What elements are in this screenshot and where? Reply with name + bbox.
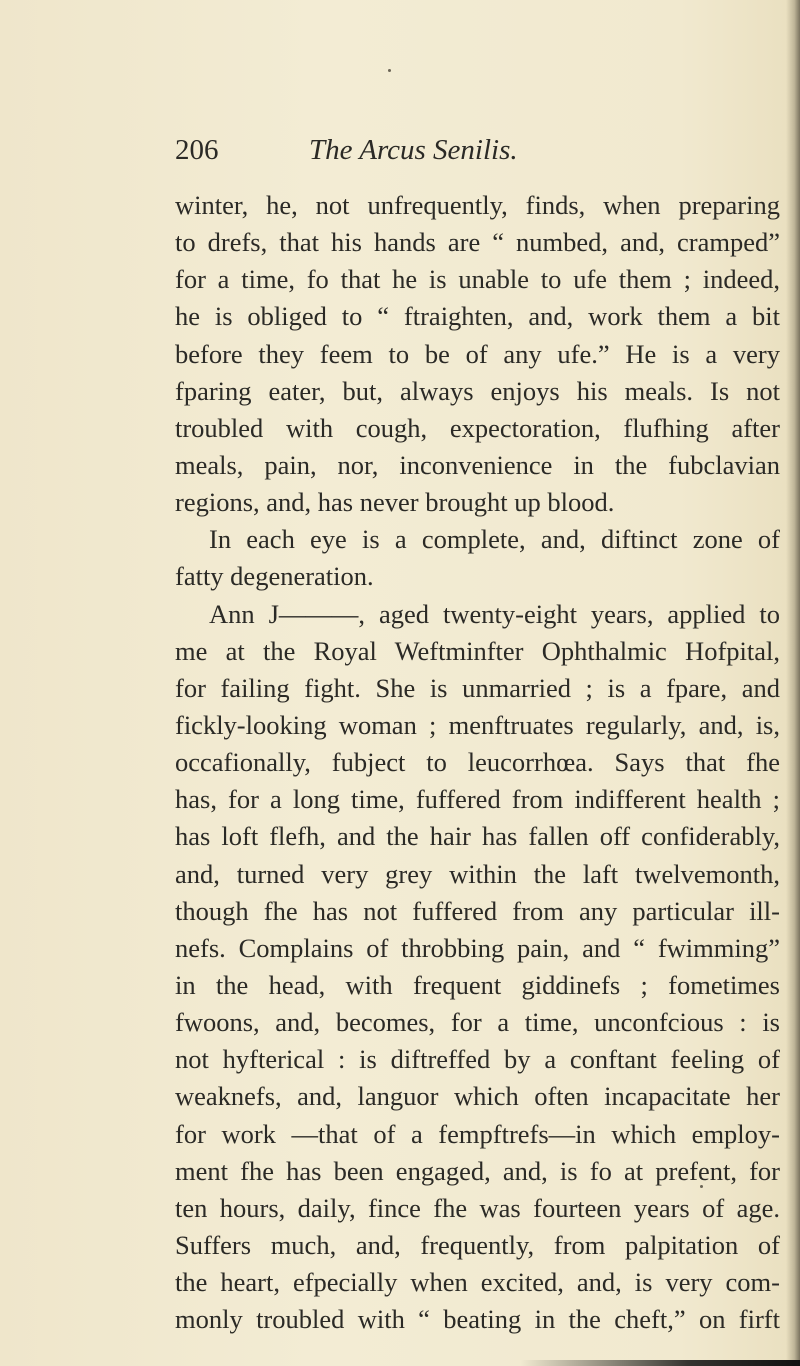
- text-line: monly troubled with “ beating in the cheft,” on firft: [175, 1304, 780, 1335]
- text-line: not hyfterical : is diftreffed by a conftant feeling of: [175, 1044, 780, 1075]
- text-line: meals, pain, nor, inconvenience in the fubclavian: [175, 449, 780, 480]
- text-line: for a time, fo that he is unable to ufe them ; indeed,: [175, 264, 780, 295]
- text-line: fwoons, and, becomes, for a time, unconfcious : is: [175, 1007, 780, 1038]
- text-line: ten hours, daily, fince fhe was fourteen years of age.: [175, 1192, 780, 1223]
- text-line: fparing eater, but, always enjoys his meals. Is not: [175, 375, 780, 406]
- page-edge-shadow: [786, 0, 800, 1366]
- page-number: 206: [175, 134, 219, 166]
- text-line: though fhe has not fuffered from any particular ill-: [175, 895, 780, 926]
- text-line: winter, he, not unfrequently, finds, when preparing: [175, 190, 780, 220]
- text-line: weaknefs, and, languor which often incapacitate her: [175, 1081, 780, 1112]
- running-title: The Arcus Senilis.: [309, 134, 518, 166]
- text-line: troubled with cough, expectoration, flufhing after: [175, 412, 780, 443]
- text-line: has loft flefh, and the hair has fallen off confiderably,: [175, 821, 780, 852]
- text-line: the heart, efpecially when excited, and, is very com-: [175, 1267, 780, 1298]
- page-header: [175, 133, 675, 167]
- text-body: [175, 187, 780, 1338]
- text-line: occafionally, fubject to leucorrhœa. Says that fhe: [175, 747, 780, 778]
- text-line: me at the Royal Weftminfter Ophthalmic Hofpital,: [175, 635, 780, 666]
- page-bottom-shadow: [520, 1360, 800, 1366]
- text-line: nefs. Complains of throbbing pain, and “ fwimming”: [175, 932, 780, 963]
- text-line: ment fhe has been engaged, and, is fo at prefent, for: [175, 1155, 780, 1186]
- page-speck: [388, 69, 391, 72]
- text-line: for work —that of a fempftrefs—in which employ-: [175, 1118, 780, 1149]
- text-line: regions, and, has never brought up blood.: [175, 487, 615, 518]
- text-line: In each eye is a complete, and, diftinct zone of: [209, 524, 780, 555]
- text-line: has, for a long time, fuffered from indifferent health ;: [175, 784, 780, 815]
- text-line: before they feem to be of any ufe.” He is a very: [175, 338, 780, 369]
- text-line: in the head, with frequent giddinefs ; fometimes: [175, 969, 780, 1000]
- text-line: fickly-looking woman ; menftruates regularly, and, is,: [175, 709, 780, 740]
- text-line: Suffers much, and, frequently, from palpitation of: [175, 1229, 780, 1260]
- text-line: he is obliged to “ ftraighten, and, work them a bit: [175, 301, 780, 332]
- text-line: fatty degeneration.: [175, 561, 374, 592]
- text-line: Ann J———, aged twenty-eight years, applied to: [209, 598, 780, 629]
- text-line: and, turned very grey within the laft twelvemonth,: [175, 858, 780, 889]
- text-line: to drefs, that his hands are “ numbed, and, cramped”: [175, 227, 780, 258]
- text-line: for failing fight. She is unmarried ; is a fpare, and: [175, 672, 780, 703]
